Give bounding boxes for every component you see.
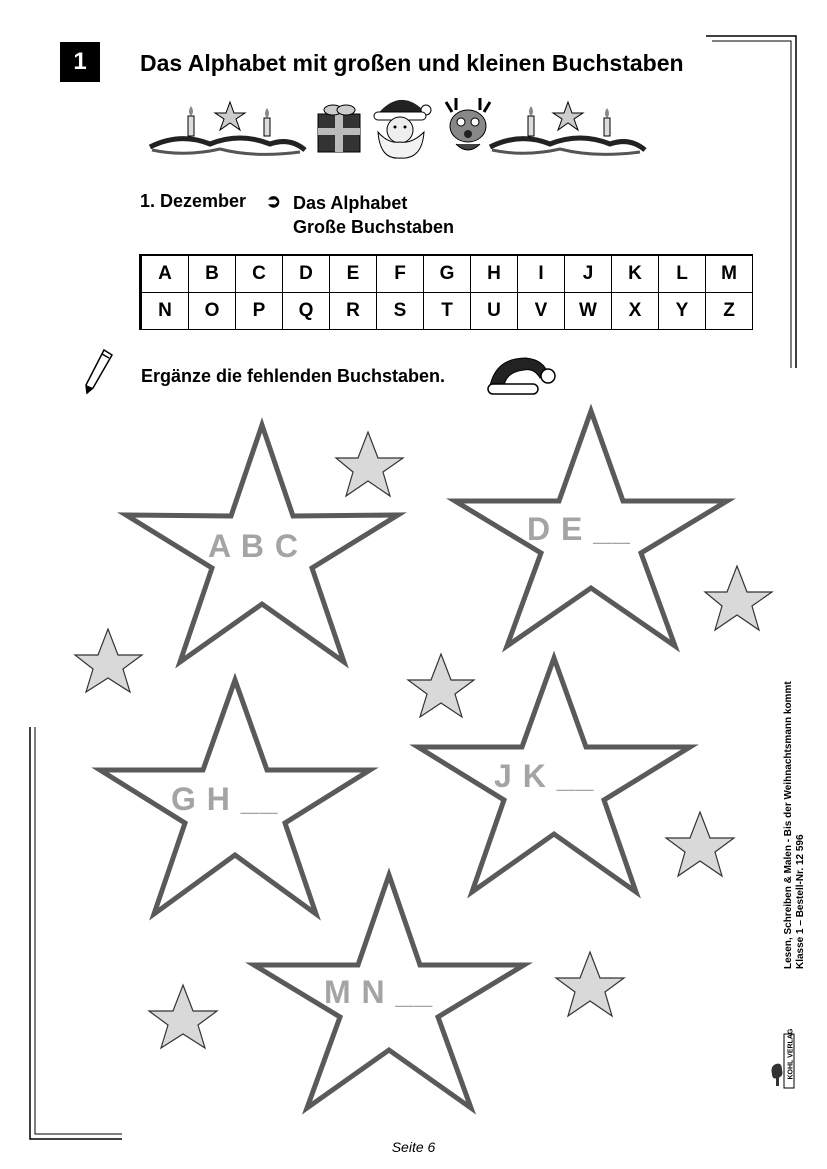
- topic-line-1: Das Alphabet: [293, 193, 408, 213]
- star-letters-3: G H __: [171, 781, 279, 817]
- alphabet-cell: L: [659, 255, 706, 293]
- alphabet-cell: R: [330, 293, 377, 330]
- small-star-icon: [75, 629, 142, 692]
- alphabet-cell: K: [612, 255, 659, 293]
- star-letters-4: J K __: [494, 758, 595, 794]
- alphabet-cell: P: [236, 293, 283, 330]
- small-star-icon: [408, 654, 474, 717]
- star-letters-5: M N __: [324, 974, 434, 1010]
- page-title: Das Alphabet mit großen und kleinen Buchstaben: [140, 50, 684, 76]
- worksheet-number-badge: 1: [60, 42, 100, 82]
- small-star-icon: [705, 566, 772, 630]
- alphabet-cell: T: [424, 293, 471, 330]
- alphabet-cell: A: [141, 255, 189, 293]
- alphabet-cell: V: [518, 293, 565, 330]
- small-star-icon: [336, 432, 403, 496]
- alphabet-cell: N: [141, 293, 189, 330]
- alphabet-cell: C: [236, 255, 283, 293]
- alphabet-cell: X: [612, 293, 659, 330]
- alphabet-cell: W: [565, 293, 612, 330]
- small-star-icon: [666, 812, 734, 876]
- small-star-icon: [149, 985, 217, 1048]
- alphabet-cell: D: [283, 255, 330, 293]
- small-star-icon: [556, 952, 624, 1016]
- alphabet-cell: G: [424, 255, 471, 293]
- alphabet-cell: B: [189, 255, 236, 293]
- alphabet-cell: O: [189, 293, 236, 330]
- alphabet-cell: S: [377, 293, 424, 330]
- alphabet-cell: Z: [706, 293, 753, 330]
- alphabet-cell: M: [706, 255, 753, 293]
- alphabet-cell: F: [377, 255, 424, 293]
- date-label: 1. Dezember: [140, 191, 247, 211]
- star-letters-2: D E __: [527, 511, 631, 547]
- alphabet-cell: Y: [659, 293, 706, 330]
- alphabet-cell: J: [565, 255, 612, 293]
- alphabet-cell: Q: [283, 293, 330, 330]
- alphabet-cell: E: [330, 255, 377, 293]
- page-number: Seite 6: [391, 1139, 436, 1155]
- star-letters-1: A B C: [208, 528, 299, 564]
- alphabet-cell: U: [471, 293, 518, 330]
- side-credit-line-1: Lesen, Schreiben & Malen - Bis der Weihnachtsmann kommt: [783, 681, 794, 969]
- publisher-name: KOHL VERLAG: [787, 1028, 795, 1080]
- alphabet-cell: I: [518, 255, 565, 293]
- side-credit: [783, 681, 807, 969]
- alphabet-cell: H: [471, 255, 518, 293]
- topic-line-2: Große Buchstaben: [293, 217, 455, 237]
- instruction-text: Ergänze die fehlenden Buchstaben.: [141, 366, 446, 386]
- arrow-icon: ➲: [266, 191, 282, 211]
- side-credit-line-2: Klasse 1 – Bestell-Nr. 12 596: [795, 834, 806, 969]
